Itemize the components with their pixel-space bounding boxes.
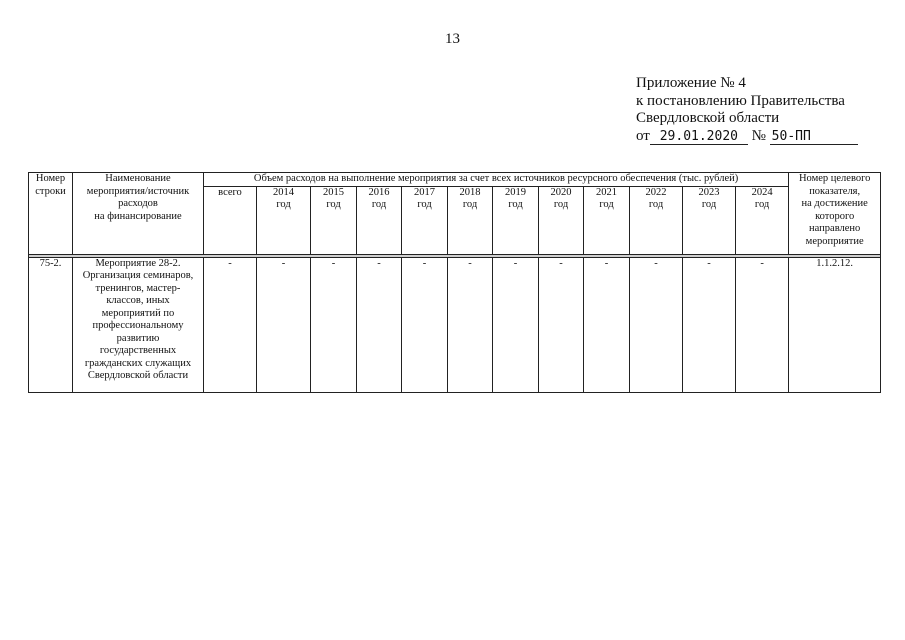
table-row [29,257,881,392]
year-value-cell: - [448,257,493,392]
header-year: 2018 год [448,186,493,254]
target-indicator-cell: 1.1.2.12. [789,257,881,392]
appendix-resolution-ref: к постановлению Правительства [636,92,845,109]
header-row [29,173,881,187]
year-value-cell: - [311,257,357,392]
number-label: № [751,127,766,144]
page-number: 13 [445,31,460,47]
row-number-cell: 75-2. [29,257,73,392]
header-volume: Объем расходов на выполнение мероприятия за счет всех источников ресурсного обеспечения (тыс. рублей) [204,173,789,187]
header-target: Номер целевого показателя, на достижение которого направлено мероприятие [789,173,881,255]
appendix-region: Свердловской области [636,110,780,126]
activity-name-cell: Мероприятие 28-2. Организация семинаров, тренингов, мастер- классов, иных мероприятий по профессиональному развитию государственных гражданских служащих Свердловской области [73,257,204,392]
resolution-date: 29.01.2020 [650,130,748,145]
header-year: 2017 год [402,186,448,254]
year-value-cell: - [736,257,789,392]
header-year: 2023 год [683,186,736,254]
resolution-number: 50-ПП [770,130,858,145]
header-year: 2015 год [311,186,357,254]
year-value-cell: - [357,257,402,392]
year-value-cell: - [683,257,736,392]
header-year: 2014 год [257,186,311,254]
header-row-number: Номер строки [29,173,73,255]
from-label: от [636,127,650,144]
appendix-date-number-row [636,128,858,146]
header-year: 2024 год [736,186,789,254]
year-value-cell: - [539,257,584,392]
year-value-cell: - [584,257,630,392]
year-value-cell: - [630,257,683,392]
header-year: 2022 год [630,186,683,254]
header-total: всего [204,186,257,254]
header-name: Наименование мероприятия/источник расходов на финансирование [73,173,204,255]
header-year: 2019 год [493,186,539,254]
year-value-cell: - [257,257,311,392]
appendix-title: Приложение № 4 [636,75,746,91]
year-value-cell: - [402,257,448,392]
header-year: 2020 год [539,186,584,254]
appendix-block [636,75,858,145]
year-value-cell: - [493,257,539,392]
header-year: 2016 год [357,186,402,254]
header-year: 2021 год [584,186,630,254]
total-cell: - [204,257,257,392]
expenditure-table [28,172,881,393]
